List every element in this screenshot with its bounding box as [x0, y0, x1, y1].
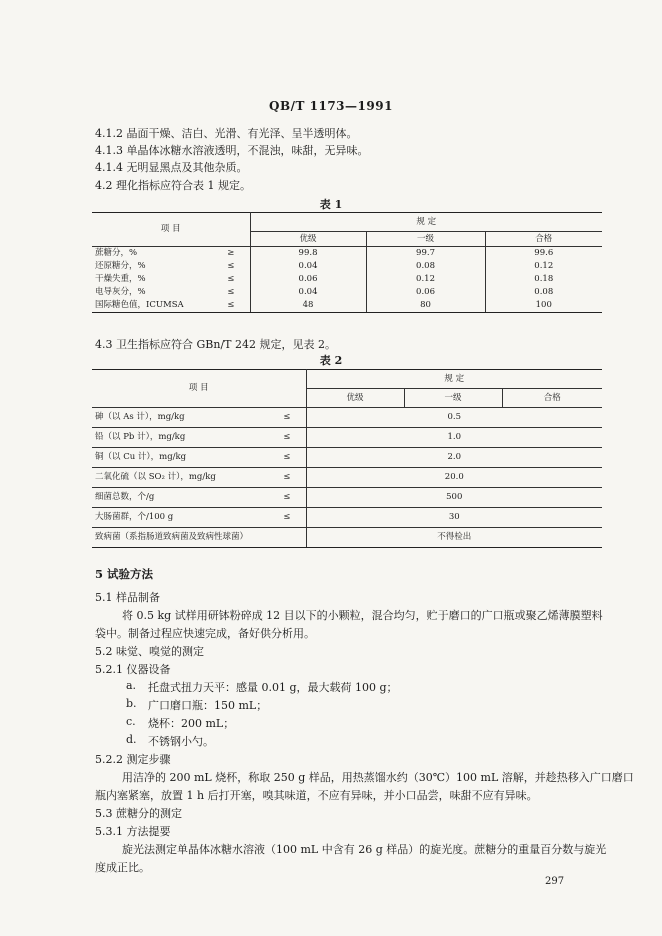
clause-4-1-4: 4.1.4 无明显黑点及其他杂质。 — [95, 161, 248, 174]
table-1-caption: 表 1 — [319, 198, 343, 211]
clause-4-2: 4.2 理化指标应符合表 1 规定。 — [95, 179, 251, 192]
table-row — [92, 488, 602, 508]
table-row — [92, 273, 602, 286]
clause-5-1: 5.1 样品制备 — [95, 591, 160, 604]
table-2-cell-item: 细菌总数，个/g — [92, 488, 268, 508]
table-2-cell-item: 铜（以 Cu 计），mg/kg — [92, 448, 268, 468]
table-1-cell-value: 99.6 — [534, 248, 554, 258]
table-2-cell-symbol: ≤ — [268, 448, 306, 468]
table-2-cell-symbol: ≤ — [268, 468, 306, 488]
table-1-cell-value: 0.12 — [534, 261, 554, 271]
table-1-item-header: 项 目 — [92, 213, 250, 247]
table-1-cell-value: 80 — [366, 299, 485, 313]
list-item-a-label: a. — [126, 679, 137, 692]
table-1-cell-value: 0.04 — [250, 260, 366, 273]
table-1-grade-superior: 优级 — [250, 232, 366, 247]
table-row — [92, 448, 602, 468]
clause-5-3-1: 5.3.1 方法提要 — [95, 825, 171, 838]
table-row — [92, 299, 602, 313]
table-row — [92, 408, 602, 428]
table-1 — [92, 212, 602, 313]
table-row — [92, 286, 602, 299]
table-2-grade-superior: 优级 — [306, 389, 404, 408]
table-1-cell-value: 0.06 — [250, 273, 366, 286]
clause-5-2-2: 5.2.2 测定步骤 — [95, 753, 171, 766]
list-item-b-label: b. — [126, 697, 137, 710]
list-item-c: 烧杯：200 mL； — [148, 717, 235, 730]
table-1-cell-symbol: ≤ — [212, 260, 250, 273]
list-item-b: 广口磨口瓶：150 mL； — [148, 699, 268, 712]
table-1-cell-value: 99.7 — [366, 247, 485, 261]
table-1-cell-item: 蔗糖分，% — [95, 248, 138, 258]
clause-5-3: 5.3 蔗糖分的测定 — [95, 807, 182, 820]
table-2-cell-symbol: ≤ — [268, 488, 306, 508]
paragraph-5-1-line-2: 袋中。制备过程应快速完成，备好供分析用。 — [95, 627, 315, 640]
table-2-cell-symbol: ≤ — [268, 508, 306, 528]
table-1-cell-item: 国际糖色值，ICUMSA — [92, 299, 212, 313]
table-2-cell-symbol: ≤ — [268, 428, 306, 448]
table-1-cell-value: 0.08 — [366, 260, 485, 273]
table-2-cell-item: 铅（以 Pb 计），mg/kg — [92, 428, 268, 448]
table-1-cell-item: 电导灰分，% — [95, 287, 146, 297]
section-5-title: 5 试验方法 — [95, 567, 154, 581]
paragraph-5-3-1-line-2: 度成正比。 — [95, 861, 150, 874]
page-number: 297 — [545, 876, 565, 887]
table-2-cell-value: 0.5 — [306, 408, 602, 428]
paragraph-5-2-2-line-2: 瓶内塞紧塞，放置 1 h 后打开塞，嗅其味道，不应有异味，并小口品尝，味甜不应有异味。 — [95, 789, 538, 802]
table-2-cell-item: 砷（以 As 计），mg/kg — [92, 408, 268, 428]
table-row — [92, 428, 602, 448]
table-1-cell-symbol: ≤ — [212, 286, 250, 299]
clause-4-3: 4.3 卫生指标应符合 GBn/T 242 规定，见表 2。 — [95, 338, 336, 351]
table-row — [92, 528, 602, 548]
clause-4-1-3: 4.1.3 单晶体冰糖水溶液透明，不混浊，味甜，无异味。 — [95, 144, 369, 157]
table-1-cell-item: 还原糖分，% — [95, 261, 146, 271]
table-2-cell-item: 二氧化硫（以 SO₂ 计），mg/kg — [92, 468, 268, 488]
table-2-cell-value: 2.0 — [306, 448, 602, 468]
table-2-grade-qualified: 合格 — [502, 389, 602, 408]
list-item-a: 托盘式扭力天平：感量 0.01 g，最大载荷 100 g； — [148, 681, 398, 694]
table-2-cell-value: 20.0 — [306, 468, 602, 488]
table-1-grade-first: 一级 — [366, 232, 485, 247]
table-2 — [92, 369, 602, 548]
table-1-spec-header: 规 定 — [250, 213, 602, 232]
table-2-cell-item: 致病菌（系指肠道致病菌及致病性球菌） — [92, 528, 306, 548]
paragraph-5-3-1-line-1: 旋光法测定单晶体冰糖水溶液（100 mL 中含有 26 g 样品）的旋光度。蔗糖分的重量百分数与旋光 — [122, 843, 607, 856]
table-2-item-header: 项 目 — [92, 370, 306, 408]
table-row — [92, 260, 602, 273]
table-row — [92, 247, 602, 261]
table-1-cell-value: 0.06 — [366, 286, 485, 299]
table-1-cell-value: 100 — [485, 299, 602, 313]
table-2-cell-value: 500 — [306, 488, 602, 508]
table-2-grade-first: 一级 — [404, 389, 502, 408]
table-2-cell-symbol: ≤ — [268, 408, 306, 428]
list-item-c-label: c. — [126, 715, 136, 728]
paragraph-5-2-2-line-1: 用洁净的 200 mL 烧杯，称取 250 g 样品，用热蒸馏水约（30℃）100 mL 溶解，并趁热移入广口磨口 — [122, 771, 634, 784]
table-2-caption: 表 2 — [319, 354, 343, 367]
clause-4-1-2: 4.1.2 晶面干燥、洁白、光滑、有光泽、呈半透明体。 — [95, 127, 358, 140]
clause-5-2-1: 5.2.1 仪器设备 — [95, 663, 171, 676]
table-1-cell-symbol: ≥ — [212, 247, 250, 261]
list-item-d-label: d. — [126, 733, 137, 746]
table-row — [92, 508, 602, 528]
table-1-cell-value: 0.12 — [366, 273, 485, 286]
table-1-cell-value: 99.8 — [250, 247, 366, 261]
clause-5-2: 5.2 味觉、嗅觉的测定 — [95, 645, 204, 658]
table-2-cell-item: 大肠菌群，个/100 g — [92, 508, 268, 528]
table-1-cell-value: 48 — [250, 299, 366, 313]
table-1-cell-value: 0.04 — [250, 286, 366, 299]
table-1-cell-item: 干燥失重，% — [95, 274, 146, 284]
table-row — [92, 468, 602, 488]
table-2-cell-value: 不得检出 — [306, 528, 602, 548]
table-1-cell-value: 0.08 — [534, 287, 554, 297]
table-1-cell-symbol: ≤ — [212, 273, 250, 286]
standard-code-header: QB/T 1173—1991 — [269, 99, 393, 113]
table-1-cell-symbol: ≤ — [212, 299, 250, 313]
table-2-cell-value: 30 — [306, 508, 602, 528]
table-2-cell-value: 1.0 — [306, 428, 602, 448]
list-item-d: 不锈钢小勺。 — [148, 735, 214, 748]
table-1-cell-value: 0.18 — [534, 274, 554, 284]
paragraph-5-1-line-1: 将 0.5 kg 试样用研钵粉碎成 12 目以下的小颗粒，混合均匀，贮于磨口的广口瓶或聚乙烯薄膜塑料 — [122, 609, 603, 622]
table-2-spec-header: 规 定 — [306, 370, 602, 389]
table-1-grade-qualified: 合格 — [485, 232, 602, 247]
